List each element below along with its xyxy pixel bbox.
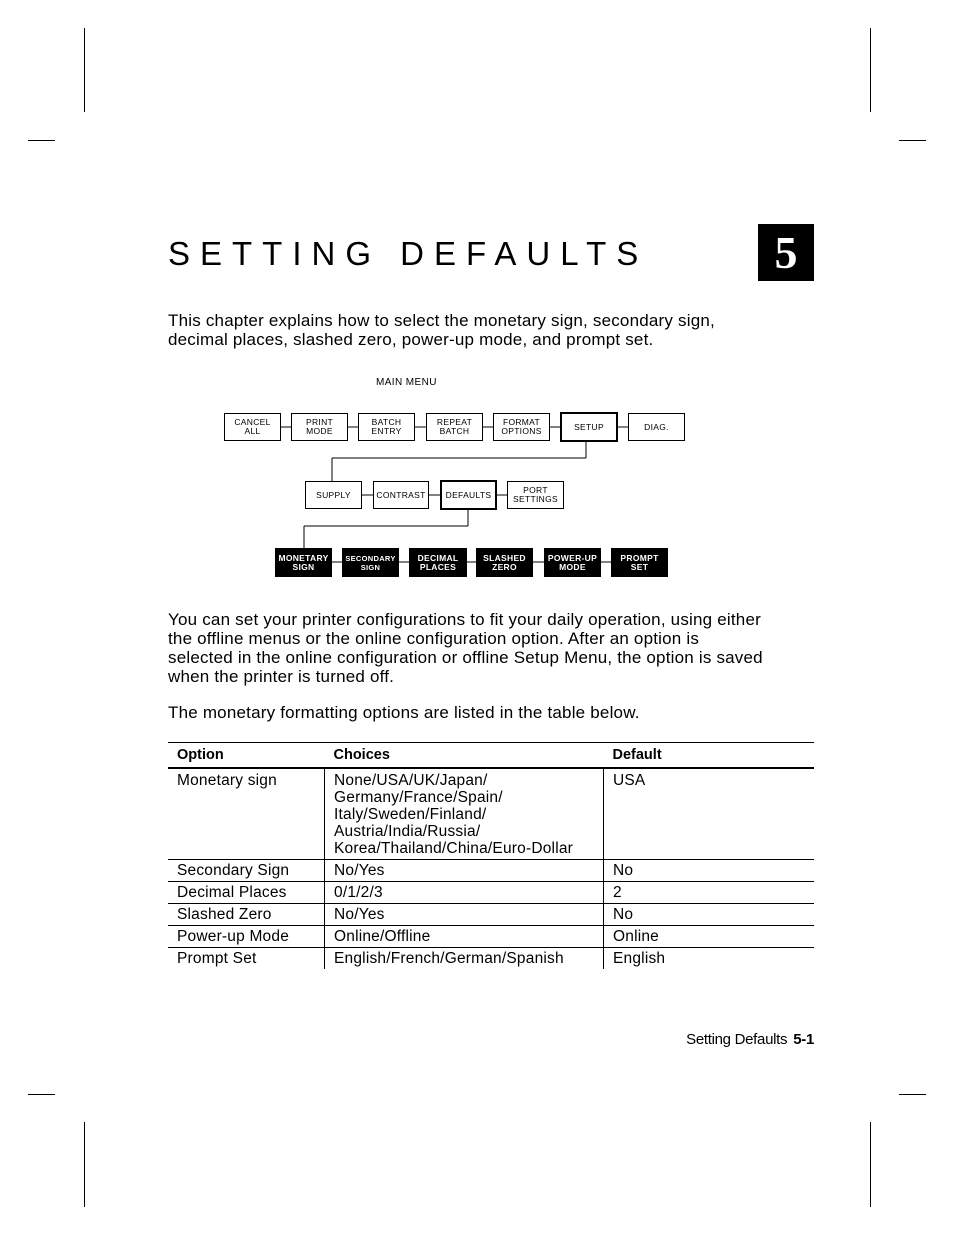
default-cell: No: [604, 860, 815, 882]
menu-box-diag: DIAG.: [628, 413, 685, 441]
menu-box-slashed-zero: SLASHED ZERO: [476, 548, 533, 577]
table-row: [168, 768, 814, 860]
menu-box-contrast: CONTRAST: [373, 481, 429, 509]
menu-box-print-mode: PRINT MODE: [291, 413, 348, 441]
option-cell: Power-up Mode: [168, 926, 325, 948]
menu-diagram: [200, 374, 720, 584]
table-row: [168, 882, 814, 904]
crop-mark: [84, 1122, 85, 1207]
footer-section-title: Setting Defaults: [686, 1031, 788, 1048]
menu-box-power-up-mode: POWER-UP MODE: [544, 548, 601, 577]
crop-mark: [870, 1122, 871, 1207]
menu-box-monetary-sign: MONETARY SIGN: [275, 548, 332, 577]
defaults-table: [168, 742, 814, 969]
crop-mark: [899, 140, 926, 141]
crop-mark: [28, 140, 55, 141]
body-paragraph: The monetary formatting options are listed in the table below.: [168, 703, 640, 722]
menu-box-port-settings: PORT SETTINGS: [507, 481, 564, 509]
body-paragraph: You can set your printer configurations to fit your daily operation, using either the offline menus or the online configuration option. After an option is selected in the online configuration or offline Setup Menu, the option is saved when the printer is turned off.: [168, 610, 763, 686]
default-cell: No: [604, 904, 815, 926]
column-header-choices: Choices: [325, 743, 604, 769]
page-title: SETTING DEFAULTS: [168, 235, 649, 272]
table-header-row: [168, 743, 814, 769]
menu-box-prompt-set: PROMPT SET: [611, 548, 668, 577]
column-header-default: Default: [604, 743, 815, 769]
chapter-tab: 5: [758, 224, 814, 281]
option-cell: Secondary Sign: [168, 860, 325, 882]
option-cell: Decimal Places: [168, 882, 325, 904]
page-number: 5-1: [793, 1031, 814, 1048]
table-row: [168, 948, 814, 970]
choices-cell: None/USA/UK/Japan/ Germany/France/Spain/ Italy/Sweden/Finland/ Austria/India/Russia/ Korea/Thailand/China/Euro-Dollar: [325, 768, 604, 860]
crop-mark: [870, 28, 871, 112]
table-row: [168, 926, 814, 948]
crop-mark: [899, 1094, 926, 1095]
intro-paragraph: This chapter explains how to select the monetary sign, secondary sign, decimal places, slashed zero, power-up mode, and prompt set.: [168, 311, 715, 349]
table-row: [168, 904, 814, 926]
choices-cell: 0/1/2/3: [325, 882, 604, 904]
menu-box-format-options: FORMAT OPTIONS: [493, 413, 550, 441]
menu-box-repeat-batch: REPEAT BATCH: [426, 413, 483, 441]
menu-box-decimal-places: DECIMAL PLACES: [409, 548, 467, 577]
menu-box-secondary-sign: SECONDARY SIGN: [342, 548, 399, 577]
default-cell: 2: [604, 882, 815, 904]
default-cell: USA: [604, 768, 815, 860]
choices-cell: English/French/German/Spanish: [325, 948, 604, 970]
choices-cell: Online/Offline: [325, 926, 604, 948]
page-footer: [686, 1031, 814, 1048]
choices-cell: No/Yes: [325, 904, 604, 926]
crop-mark: [84, 28, 85, 112]
option-cell: Prompt Set: [177, 950, 257, 967]
choices-cell: No/Yes: [325, 860, 604, 882]
default-cell: English: [604, 948, 815, 970]
default-cell: Online: [604, 926, 815, 948]
menu-box-setup: SETUP: [560, 412, 618, 442]
menu-box-supply: SUPPLY: [305, 481, 362, 509]
option-cell: Slashed Zero: [168, 904, 325, 926]
column-header-option: Option: [168, 743, 325, 769]
table-row: [168, 860, 814, 882]
menu-box-defaults: DEFAULTS: [440, 480, 497, 510]
menu-box-batch-entry: BATCH ENTRY: [358, 413, 415, 441]
menu-box-cancel-all: CANCEL ALL: [224, 413, 281, 441]
main-menu-label: MAIN MENU: [376, 377, 437, 388]
option-cell: Monetary sign: [168, 768, 325, 860]
crop-mark: [28, 1094, 55, 1095]
